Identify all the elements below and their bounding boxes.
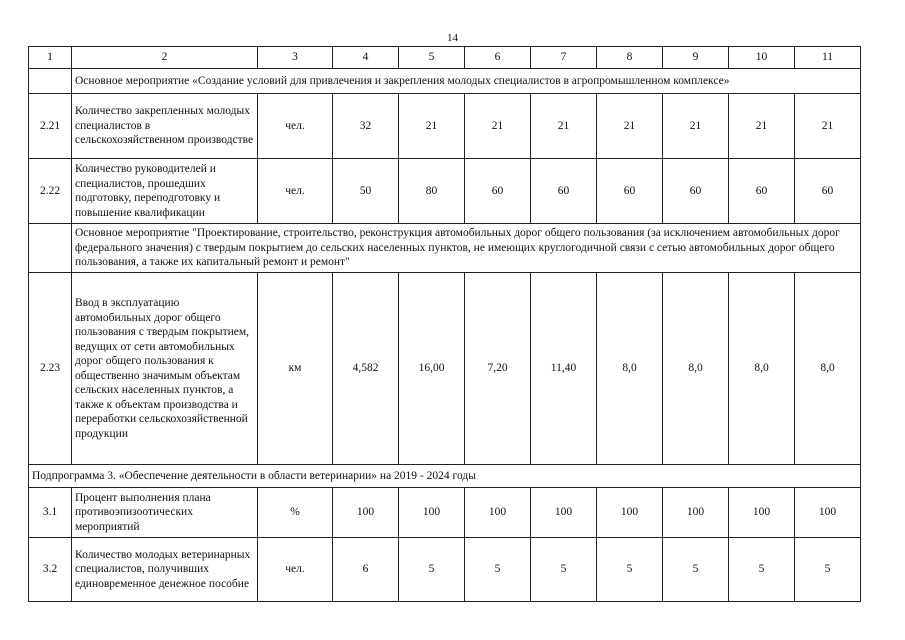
value-cell: 100 [465,488,531,538]
value-cell: 5 [531,538,597,602]
table-row [29,273,861,465]
value-cell: 100 [795,488,861,538]
unit-cell: чел. [258,538,333,602]
value-cell: 5 [399,538,465,602]
value-cell: 60 [663,159,729,224]
column-header: 2 [72,47,258,69]
indicator-name: Процент выполнения плана противоэпизоотических мероприятий [72,488,258,538]
unit-cell: чел. [258,159,333,224]
column-header: 3 [258,47,333,69]
column-header: 1 [29,47,72,69]
value-cell: 4,582 [333,273,399,465]
indicator-name: Количество руководителей и специалистов, прошедших подготовку, переподготовку и повышение квалификации [72,159,258,224]
column-header: 11 [795,47,861,69]
table-row [29,94,861,159]
table-row [29,538,861,602]
table-row [29,159,861,224]
indicator-name: Ввод в эксплуатацию автомобильных дорог общего пользования с твердым покрытием, ведущих от сети автомобильных дорог общего пользования к общественно значимым объектам сельских населенных пунктов, а также к объектам производства и переработки сельскохозяйственной продукции [72,273,258,465]
column-header: 9 [663,47,729,69]
value-cell: 60 [465,159,531,224]
value-cell: 60 [729,159,795,224]
value-cell: 21 [597,94,663,159]
row-number: 3.2 [29,538,72,602]
column-header: 4 [333,47,399,69]
value-cell: 5 [465,538,531,602]
column-header: 5 [399,47,465,69]
value-cell: 8,0 [795,273,861,465]
value-cell: 50 [333,159,399,224]
value-cell: 60 [597,159,663,224]
value-cell: 7,20 [465,273,531,465]
page-number: 14 [447,32,458,44]
value-cell: 60 [795,159,861,224]
unit-cell: км [258,273,333,465]
value-cell: 21 [663,94,729,159]
value-cell: 100 [531,488,597,538]
row-number: 2.21 [29,94,72,159]
value-cell: 21 [795,94,861,159]
value-cell: 5 [597,538,663,602]
value-cell: 8,0 [729,273,795,465]
value-cell: 21 [531,94,597,159]
value-cell: 5 [729,538,795,602]
value-cell: 6 [333,538,399,602]
column-header: 10 [729,47,795,69]
unit-cell: % [258,488,333,538]
section-row [29,224,861,273]
subprogram-row [29,465,861,488]
subprogram-title: Подпрограмма 3. «Обеспечение деятельности в области ветеринарии» на 2019 - 2024 годы [29,465,861,488]
value-cell: 100 [333,488,399,538]
value-cell: 100 [399,488,465,538]
value-cell: 100 [663,488,729,538]
column-header: 8 [597,47,663,69]
indicators-table [28,46,861,602]
indicator-name: Количество молодых ветеринарных специалистов, получивших единовременное денежное пособие [72,538,258,602]
table-header-row [29,47,861,69]
value-cell: 5 [795,538,861,602]
table-row [29,488,861,538]
value-cell: 100 [729,488,795,538]
value-cell: 8,0 [597,273,663,465]
value-cell: 21 [465,94,531,159]
column-header: 6 [465,47,531,69]
value-cell: 5 [663,538,729,602]
value-cell: 8,0 [663,273,729,465]
row-number: 2.23 [29,273,72,465]
section-title: Основное мероприятие "Проектирование, строительство, реконструкция автомобильных дорог общего пользования (за исключением автомобильных дорог федерального значения) с твердым покрытием до сельских населенных пунктов, не имеющих круглогодичной связи с сетью автомобильных дорог общего пользования, а также их капитальный ремонт и ремонт" [72,224,861,273]
column-header: 7 [531,47,597,69]
value-cell: 11,40 [531,273,597,465]
row-number: 2.22 [29,159,72,224]
value-cell: 60 [531,159,597,224]
value-cell: 32 [333,94,399,159]
value-cell: 21 [729,94,795,159]
unit-cell: чел. [258,94,333,159]
value-cell: 21 [399,94,465,159]
section-row [29,69,861,94]
value-cell: 16,00 [399,273,465,465]
value-cell: 100 [597,488,663,538]
section-title: Основное мероприятие «Создание условий для привлечения и закрепления молодых специалистов в агропромышленном комплексе» [72,69,861,94]
value-cell: 80 [399,159,465,224]
row-number: 3.1 [29,488,72,538]
indicator-name: Количество закрепленных молодых специалистов в сельскохозяйственном производстве [72,94,258,159]
